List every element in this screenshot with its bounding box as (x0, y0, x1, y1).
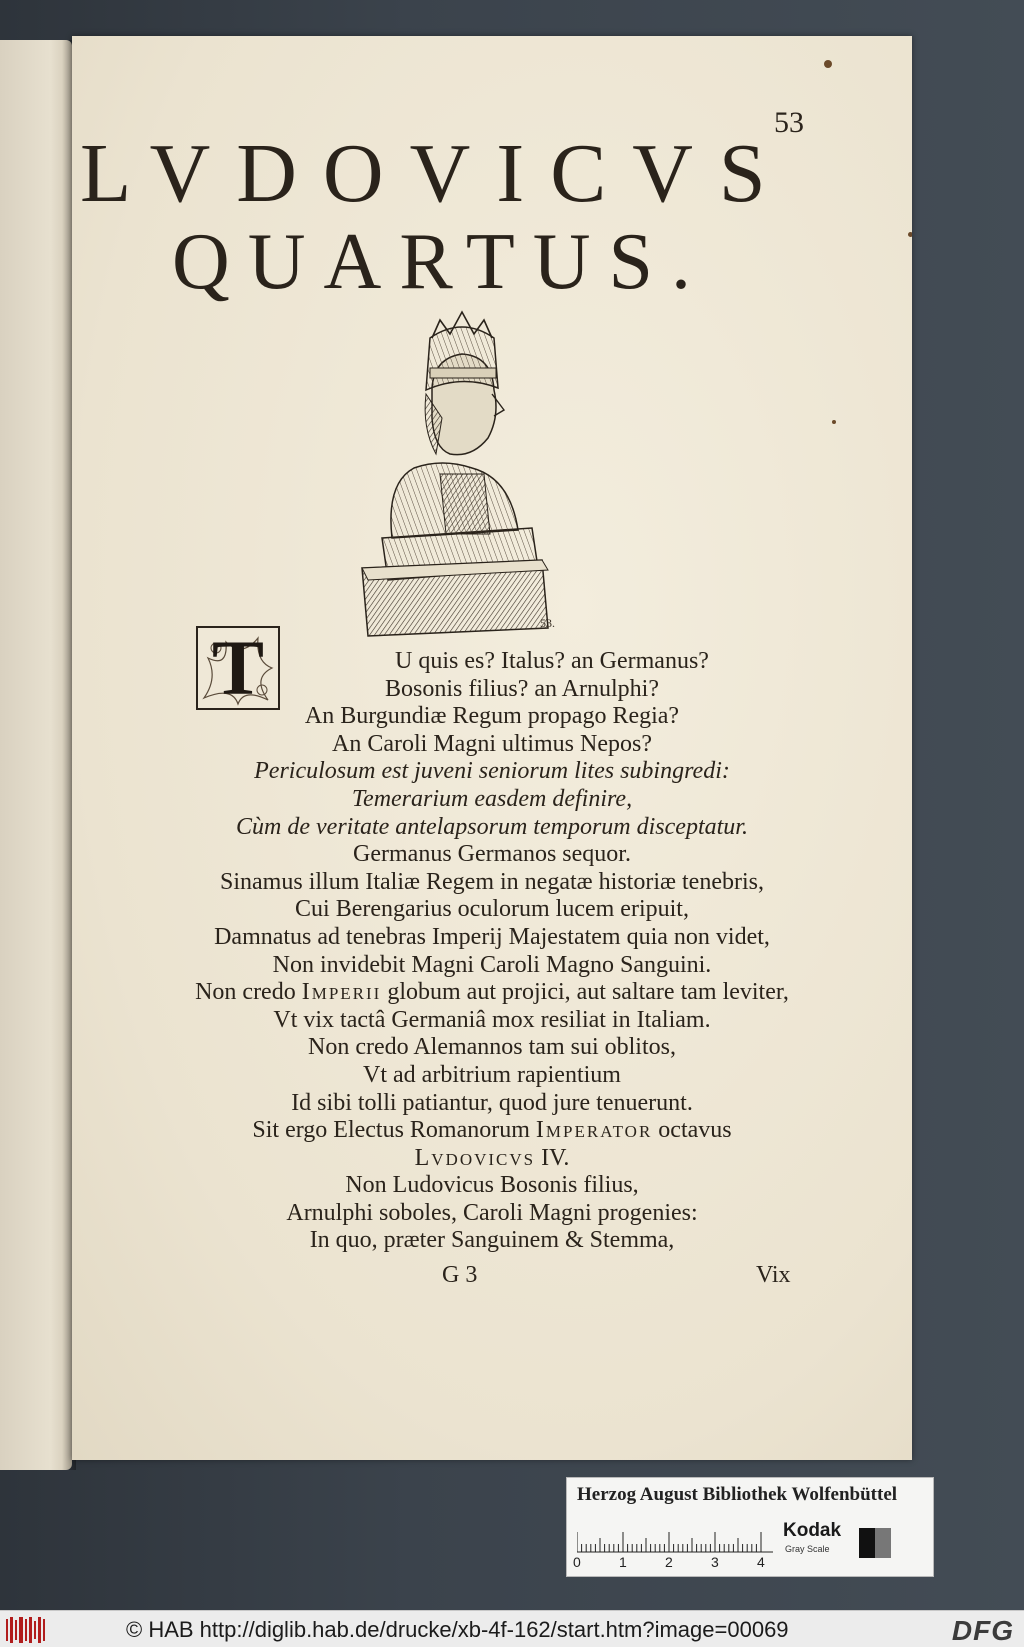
page-title-line-2: QUARTUS. (172, 218, 710, 306)
text-fragment: IV. (535, 1144, 570, 1171)
scale-ruler-icon (577, 1522, 773, 1554)
text-line-italic: Periculosum est juveni seniorum lites subingredi: (254, 758, 730, 785)
text-fragment: globum aut projici, aut saltare tam leviter, (381, 979, 789, 1006)
ruler-number: 3 (711, 1554, 719, 1570)
text-line-ludovicus (72, 1145, 912, 1173)
gray-scale-swatch (859, 1528, 891, 1558)
page-number: 53 (774, 106, 804, 139)
dropcap-letter: T (211, 624, 265, 711)
text-line: An Burgundiæ Regum propago Regia? (304, 703, 680, 730)
text-line: Non invidebit Magni Caroli Magno Sanguini. (272, 951, 712, 978)
catchword: Vix (756, 1262, 791, 1288)
page-title-line-1: LVDOVICVS (80, 127, 792, 220)
citation-link[interactable]: © HAB http://diglib.hab.de/drucke/xb-4f-162/start.htm?image=00069 (126, 1617, 789, 1642)
ruler-number: 4 (757, 1554, 765, 1570)
signature-mark: G 3 (442, 1262, 478, 1288)
text-line-italic: Temerarium easdem definire, (351, 785, 633, 812)
small-caps-word: Lvdovicvs (414, 1144, 536, 1171)
text-line: In quo, præter Sanguinem & Stemma, (309, 1227, 675, 1254)
text-line: An Caroli Magni ultimus Nepos? (332, 730, 652, 757)
dfg-logo: DFG (951, 1615, 1014, 1646)
portrait-bust-engraving (322, 298, 592, 648)
gray-scale-label: Gray Scale (785, 1544, 830, 1554)
ruler-number: 2 (665, 1554, 673, 1570)
ink-stain (832, 420, 836, 424)
text-fragment: Non credo (195, 979, 302, 1006)
text-line: Germanus Germanos sequor. (353, 841, 631, 868)
barcode-icon (6, 1617, 46, 1643)
text-line: Arnulphi soboles, Caroli Magni progenies: (286, 1199, 698, 1226)
ink-stain (908, 232, 912, 237)
ink-stain (824, 60, 832, 68)
text-line-italic: Cùm de veritate antelapsorum temporum disceptatur. (236, 813, 748, 840)
book-page (72, 36, 912, 1460)
text-line: Bosonis filius? an Arnulphi? (385, 675, 659, 702)
text-line: Damnatus ad tenebras Imperij Majestatem quia non videt, (214, 923, 770, 950)
text-line-imperii (72, 979, 912, 1007)
ruler-number: 0 (573, 1554, 581, 1570)
ruler-number: 1 (619, 1554, 627, 1570)
text-fragment: octavus (652, 1117, 732, 1144)
footer-bar (0, 1610, 1024, 1647)
library-name: Herzog August Bibliothek Wolfenbüttel (577, 1484, 898, 1505)
portrait-caption: 53. (540, 616, 555, 630)
poem-body (72, 648, 912, 1255)
text-line: Cui Berengarius oculorum lucem eripuit, (295, 896, 689, 923)
text-line-electus (72, 1117, 912, 1145)
text-line: Sinamus illum Italiæ Regem in negatæ historiæ tenebris, (220, 868, 764, 895)
text-line: U quis es? Italus? an Germanus? (395, 648, 709, 674)
text-fragment: Sit ergo Electus Romanorum (252, 1117, 536, 1144)
text-line: Vt vix tactâ Germaniâ mox resiliat in Italiam. (273, 1006, 711, 1033)
text-line: Non credo Alemannos tam sui oblitos, (308, 1034, 676, 1061)
text-line: Id sibi tolli patiantur, quod jure tenuerunt. (291, 1089, 693, 1116)
small-caps-word: Imperii (301, 979, 382, 1006)
text-line: Vt ad arbitrium rapientium (363, 1061, 621, 1088)
small-caps-word: Imperator (535, 1117, 653, 1144)
library-color-card (566, 1477, 934, 1577)
kodak-logo: Kodak (783, 1520, 842, 1541)
text-line: Non Ludovicus Bosonis filius, (345, 1172, 639, 1199)
